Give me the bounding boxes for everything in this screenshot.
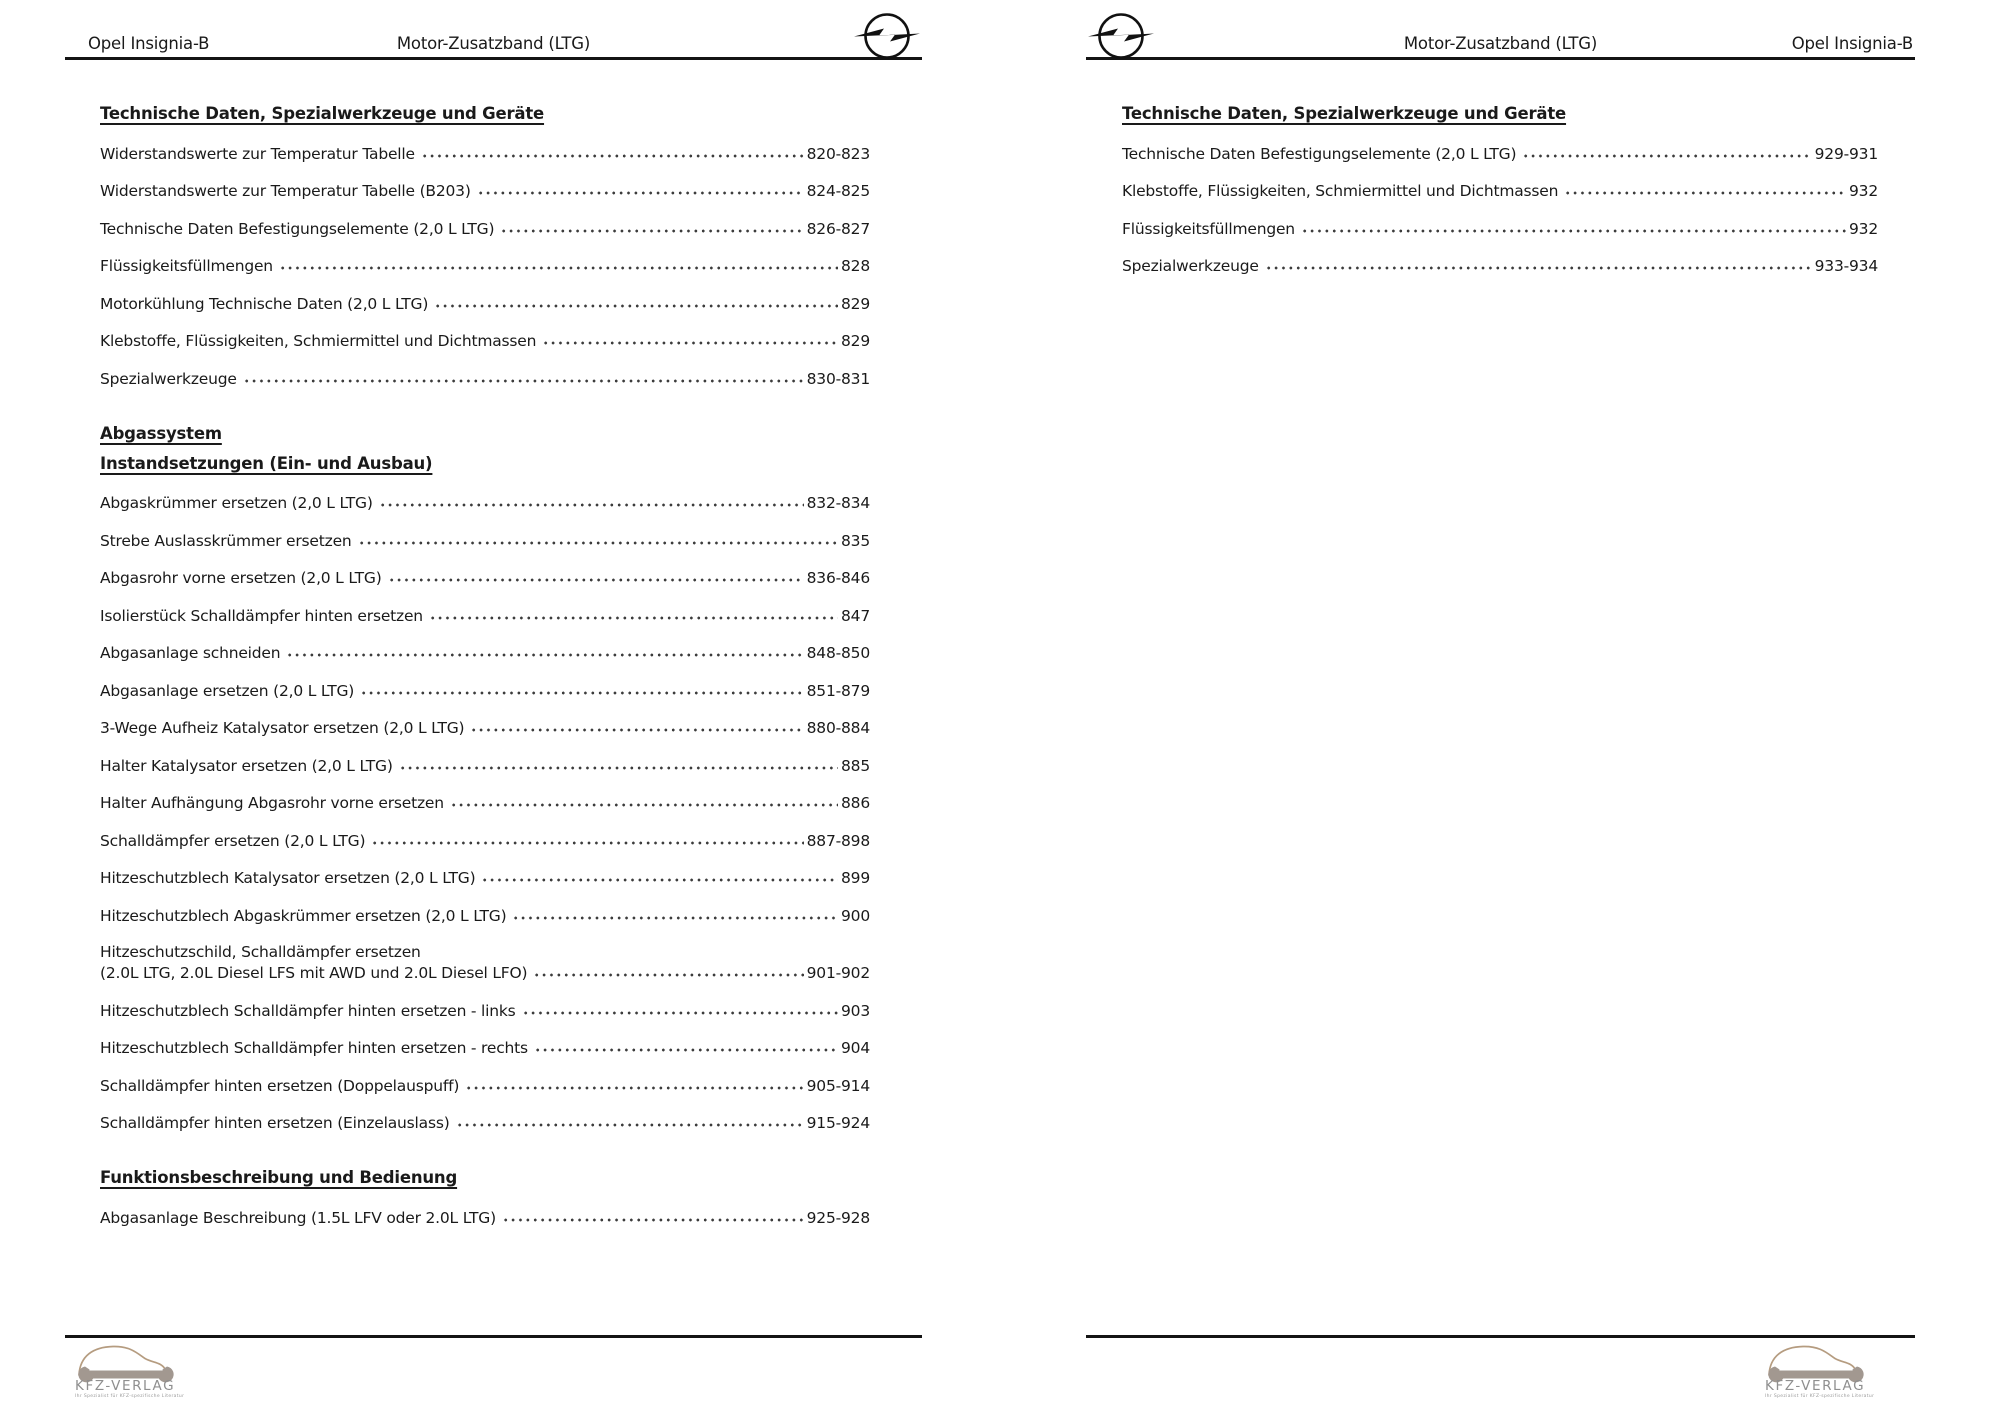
toc-entry-pages: 829: [841, 332, 870, 350]
toc-entry-pages: 933-934: [1814, 257, 1878, 275]
toc-entry-label: Spezialwerkzeuge: [1122, 257, 1259, 275]
dot-leader: [522, 1000, 838, 1016]
kfz-verlag-logo: [75, 1342, 225, 1406]
section-title: Abgassystem: [100, 423, 222, 443]
dot-leader: [1564, 181, 1846, 197]
toc-entry: [100, 172, 870, 210]
toc-section: [1122, 104, 1878, 284]
toc-entry: [1122, 247, 1878, 285]
section-entries: [100, 1198, 870, 1236]
dot-leader: [512, 905, 838, 921]
toc-entry: [100, 284, 870, 322]
toc-entry: [100, 1029, 870, 1067]
toc-entry-label: Hitzeschutzblech Schalldämpfer hinten ersetzen - links: [100, 1001, 516, 1020]
toc-entry: [100, 709, 870, 747]
toc-entry-pages: 886: [841, 794, 870, 812]
toc-entry: [100, 359, 870, 397]
page-right: [1086, 20, 1915, 1407]
toc-entry-pages: 830-831: [806, 369, 870, 388]
dot-leader: [243, 368, 804, 384]
dot-leader: [360, 680, 804, 696]
section-entries: [1122, 134, 1878, 284]
toc-entry-pages: 829: [841, 294, 870, 313]
toc-entry: [100, 209, 870, 247]
toc-entry: [100, 559, 870, 597]
dot-leader: [502, 1207, 804, 1223]
toc-left: [65, 60, 870, 1236]
kfz-verlag-tagline: Ihr Spezialist für KFZ-spezifische Literatur: [1765, 1393, 1875, 1399]
toc-entry-label-line1: Hitzeschutzschild, Schalldämpfer ersetzen: [100, 942, 421, 961]
dot-leader: [421, 143, 804, 159]
kfz-verlag-logo-text: KFZ-VERLAG: [1765, 1378, 1866, 1394]
dot-leader: [470, 718, 803, 734]
toc-entry-pages: 824-825: [806, 182, 870, 200]
toc-entry-pages: 932: [1849, 219, 1878, 238]
toc-entry: [100, 634, 870, 672]
dot-leader: [388, 568, 804, 584]
toc-entry-pages: 932: [1849, 182, 1878, 200]
dot-leader: [456, 1113, 804, 1129]
toc-entry-label: Flüssigkeitsfüllmengen: [100, 257, 273, 275]
toc-entry-label: Abgasanlage schneiden: [100, 644, 281, 662]
toc-entry: [100, 821, 870, 859]
toc-entry-pages: 826-827: [806, 219, 870, 238]
toc-entry-label: Schalldämpfer ersetzen (2,0 L LTG): [100, 831, 366, 850]
dot-leader: [533, 963, 803, 979]
dot-leader: [465, 1075, 803, 1091]
kfz-verlag-logo: [1765, 1342, 1915, 1406]
opel-logo-icon: [1088, 8, 1154, 62]
toc-entry: [100, 596, 870, 634]
toc-entry: [100, 746, 870, 784]
header-volume-title: Motor-Zusatzband (LTG): [1403, 34, 1598, 53]
dot-leader: [286, 643, 803, 659]
toc-entry-label: Widerstandswerte zur Temperatur Tabelle (B203): [100, 182, 471, 200]
toc-entry-pages: 848-850: [806, 644, 870, 662]
dot-leader: [477, 181, 804, 197]
toc-entry-label: Hitzeschutzblech Schalldämpfer hinten ersetzen - rechts: [100, 1039, 528, 1057]
toc-entry-label: Schalldämpfer hinten ersetzen (Doppelauspuff): [100, 1076, 460, 1095]
header-model-title: Opel Insignia-B: [88, 34, 210, 53]
toc-entry: [100, 784, 870, 822]
section-subtitle: Instandsetzungen (Ein- und Ausbau): [100, 453, 433, 473]
section-entries: [100, 134, 870, 397]
section-title: Technische Daten, Spezialwerkzeuge und Geräte: [1122, 104, 1567, 123]
toc-entry-pages: 835: [841, 531, 870, 550]
toc-entry-pages: 901-902: [806, 964, 870, 982]
toc-entry: [100, 1104, 870, 1142]
toc-entry-label: Technische Daten Befestigungselemente (2,0 L LTG): [100, 219, 495, 238]
dot-leader: [481, 868, 838, 884]
dot-leader: [379, 493, 804, 509]
toc-entry-label: Schalldämpfer hinten ersetzen (Einzelauslass): [100, 1114, 450, 1132]
toc-entry-pages: 899: [841, 869, 870, 887]
page-header: [65, 20, 922, 60]
toc-entry-label: Abgasanlage ersetzen (2,0 L LTG): [100, 681, 355, 700]
toc-entry-label: Abgasrohr vorne ersetzen (2,0 L LTG): [100, 569, 382, 587]
toc-entry-label: Widerstandswerte zur Temperatur Tabelle: [100, 144, 415, 163]
toc-entry-label: Halter Katalysator ersetzen (2,0 L LTG): [100, 756, 393, 775]
header-model-title: Opel Insignia-B: [1791, 34, 1913, 53]
toc-entry-pages: 915-924: [806, 1114, 870, 1132]
toc-entry: [100, 134, 870, 172]
toc-entry-label: Klebstoffe, Flüssigkeiten, Schmiermittel und Dichtmassen: [100, 332, 537, 350]
toc-entry: [100, 859, 870, 897]
toc-entry: [100, 247, 870, 285]
toc-entry: [100, 322, 870, 360]
toc-entry-label: Klebstoffe, Flüssigkeiten, Schmiermittel und Dichtmassen: [1122, 182, 1559, 200]
toc-entry: [100, 1066, 870, 1104]
toc-section: [100, 424, 870, 1142]
dot-leader: [358, 530, 838, 546]
toc-entry-label: 3-Wege Aufheiz Katalysator ersetzen (2,0 L LTG): [100, 719, 465, 737]
toc-entry-label: Motorkühlung Technische Daten (2,0 L LTG): [100, 294, 429, 313]
page-left: [65, 20, 922, 1407]
toc-entry: [100, 1198, 870, 1236]
page-footer: [65, 1335, 922, 1407]
dot-leader: [542, 331, 838, 347]
dot-leader: [279, 256, 838, 272]
dot-leader: [450, 793, 838, 809]
toc-entry-label: Isolierstück Schalldämpfer hinten ersetzen: [100, 606, 423, 625]
toc-entry-label: Abgaskrümmer ersetzen (2,0 L LTG): [100, 494, 373, 512]
page-footer: [1086, 1335, 1915, 1407]
toc-entry-pages: 925-928: [806, 1208, 870, 1227]
toc-entry-pages: 887-898: [806, 831, 870, 850]
dot-leader: [1301, 218, 1846, 234]
section-entries: [100, 484, 870, 1142]
toc-entry-label: Hitzeschutzblech Abgaskrümmer ersetzen (2,0 L LTG): [100, 906, 507, 925]
toc-entry-label: (2.0L LTG, 2.0L Diesel LFS mit AWD und 2.0L Diesel LFO): [100, 964, 528, 982]
toc-entry-pages: 904: [841, 1039, 870, 1057]
toc-entry-pages: 847: [841, 606, 870, 625]
dot-leader: [534, 1038, 838, 1054]
section-title: Technische Daten, Spezialwerkzeuge und Geräte: [100, 104, 545, 123]
toc-entry: [1122, 134, 1878, 172]
section-title: Funktionsbeschreibung und Bedienung: [100, 1168, 458, 1187]
toc-right: [1086, 60, 1878, 284]
toc-entry: [1122, 209, 1878, 247]
toc-entry-pages: 836-846: [806, 569, 870, 587]
dot-leader: [500, 218, 803, 234]
toc-entry-label: Spezialwerkzeuge: [100, 369, 237, 388]
dot-leader: [434, 293, 838, 309]
toc-entry: [100, 671, 870, 709]
toc-entry-pages: 903: [841, 1001, 870, 1020]
toc-entry-pages: 832-834: [806, 494, 870, 512]
dot-leader: [1265, 256, 1812, 272]
toc-entry-label: Halter Aufhängung Abgasrohr vorne ersetzen: [100, 794, 444, 812]
toc-section: [100, 1168, 870, 1236]
dot-leader: [429, 605, 838, 621]
toc-entry-pages: 851-879: [806, 681, 870, 700]
toc-entry: [100, 484, 870, 522]
toc-entry-label: Hitzeschutzblech Katalysator ersetzen (2,0 L LTG): [100, 869, 476, 887]
page-header: [1086, 20, 1915, 60]
header-volume-title: Motor-Zusatzband (LTG): [396, 34, 591, 53]
toc-entry-pages: 905-914: [806, 1076, 870, 1095]
opel-logo-icon: [854, 8, 920, 62]
toc-entry-label: Flüssigkeitsfüllmengen: [1122, 219, 1295, 238]
toc-entry-pages: 880-884: [806, 719, 870, 737]
dot-leader: [399, 755, 838, 771]
toc-entry: [100, 896, 870, 934]
toc-entry: [100, 991, 870, 1029]
toc-entry-pages: 929-931: [1814, 144, 1878, 163]
kfz-verlag-tagline: Ihr Spezialist für KFZ-spezifische Literatur: [75, 1393, 185, 1399]
toc-entry-label: Abgasanlage Beschreibung (1.5L LFV oder 2.0L LTG): [100, 1208, 496, 1227]
dot-leader: [1522, 143, 1811, 159]
toc-entry: [100, 521, 870, 559]
toc-entry-label: Technische Daten Befestigungselemente (2,0 L LTG): [1122, 144, 1517, 163]
toc-entry-pages: 828: [841, 257, 870, 275]
toc-entry-pages: 820-823: [806, 144, 870, 163]
toc-entry-pages: 900: [841, 906, 870, 925]
toc-section: [100, 104, 870, 397]
dot-leader: [371, 830, 803, 846]
toc-entry-pages: 885: [841, 756, 870, 775]
kfz-verlag-logo-text: KFZ-VERLAG: [75, 1378, 176, 1394]
toc-entry: [1122, 172, 1878, 210]
toc-entry: [100, 961, 870, 992]
toc-entry-label: Strebe Auslasskrümmer ersetzen: [100, 531, 352, 550]
